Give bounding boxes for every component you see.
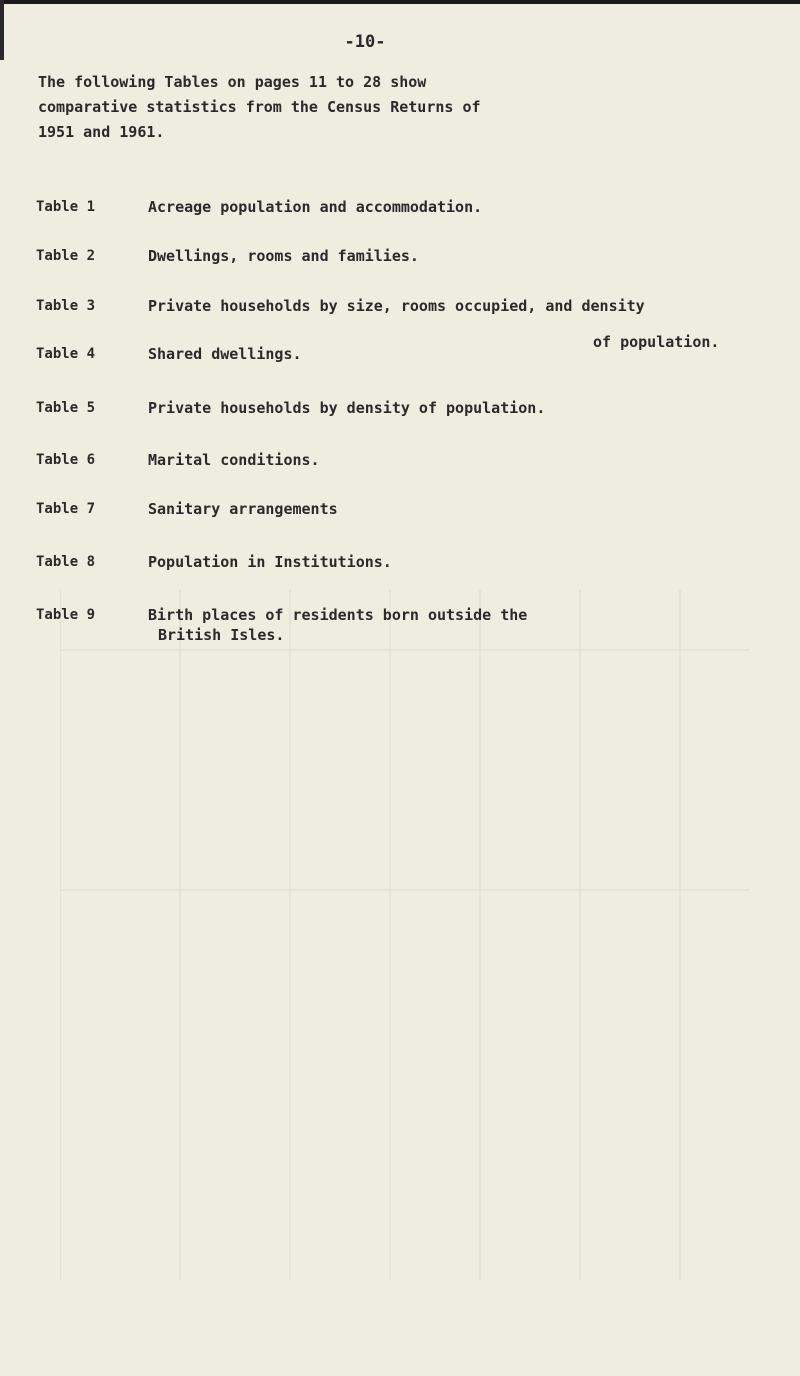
table-title: Acreage population and accommodation. — [148, 198, 483, 216]
intro-line: comparative statistics from the Census Returns of — [38, 98, 481, 116]
page-top-edge — [0, 0, 800, 4]
table-title-continuation: of population. — [593, 333, 720, 351]
table-label: Table 9 — [36, 607, 96, 623]
table-label: Table 2 — [36, 248, 96, 264]
table-label: Table 4 — [36, 346, 96, 362]
table-label: Table 5 — [36, 400, 96, 416]
table-title: Sanitary arrangements — [148, 500, 338, 518]
bleed-through-ghost — [60, 590, 750, 1280]
table-title: Private households by density of population. — [148, 399, 546, 417]
table-title: Birth places of residents born outside the — [148, 606, 528, 624]
table-title-continuation: British Isles. — [158, 626, 285, 644]
page-number: -10- — [344, 32, 386, 52]
table-title: Dwellings, rooms and families. — [148, 247, 419, 265]
intro-line: 1951 and 1961. — [38, 123, 165, 141]
table-title: Private households by size, rooms occupied, and density — [148, 297, 645, 315]
table-title: Marital conditions. — [148, 451, 320, 469]
table-label: Table 3 — [36, 298, 96, 314]
table-title: Shared dwellings. — [148, 345, 302, 363]
intro-paragraph — [38, 70, 481, 145]
table-label: Table 7 — [36, 501, 96, 517]
table-label: Table 6 — [36, 452, 96, 468]
intro-line: The following Tables on pages 11 to 28 show — [38, 73, 427, 91]
table-label: Table 8 — [36, 554, 96, 570]
table-title: Population in Institutions. — [148, 553, 392, 571]
table-label: Table 1 — [36, 199, 96, 215]
